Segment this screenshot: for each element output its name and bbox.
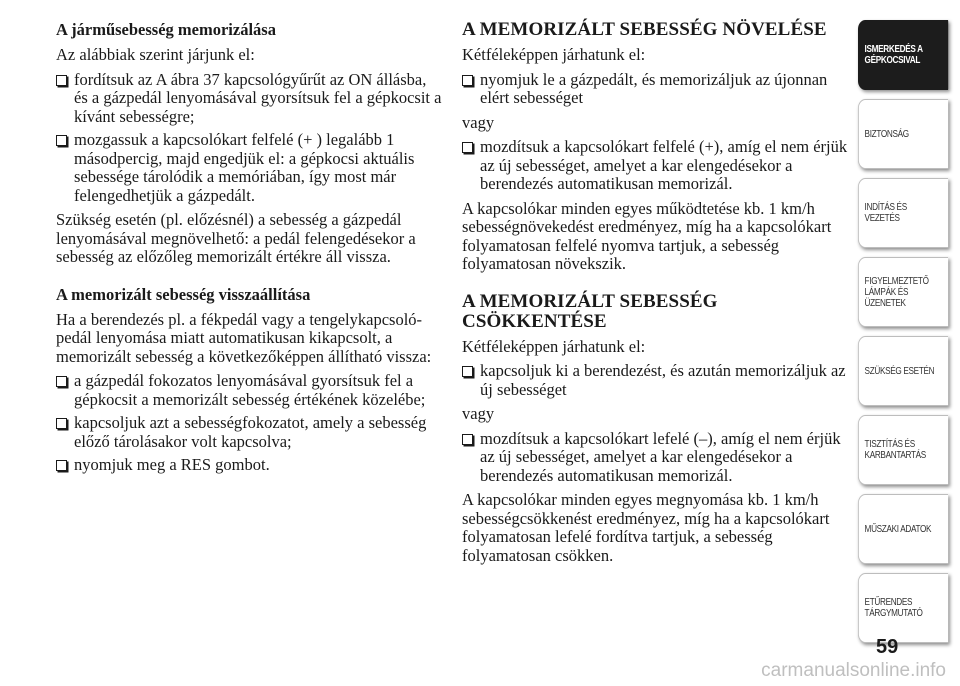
checkbox-bullet-icon [462, 434, 473, 445]
checkbox-bullet-icon [56, 75, 67, 86]
checkbox-bullet-icon [56, 418, 67, 429]
section-title-decrease: A MEMORIZÁLT SEBESSÉG CSÖKKENTÉSE [462, 290, 718, 332]
list-item: nyomjuk meg a RES gombot. [56, 456, 442, 475]
paragraph: Szükség esetén (pl. előzésnél) a sebesség a gázpedál lenyomásával megnövelhető: a pedál felengedésekor a sebesség az előzőleg memorizált értékre áll vissza. [56, 210, 416, 266]
bullet-list [462, 430, 848, 486]
list-item: nyomjuk le a gázpedált, és memorizáljuk az újonnan elért sebességet [462, 71, 848, 108]
paragraph-or: vagy [462, 112, 495, 132]
list-item: mozdítsuk a kapcsolókart felfelé (+), amíg el nem érjük az új sebességet, amelyet a kar elengedésekor a berendezés automatikusan memorizál. [462, 138, 848, 194]
paragraph: Ha a berendezés pl. a fékpedál vagy a tengelykapcsoló-pedál lenyomása miatt automatikusan kikapcsolt, a memorizált sebesség a következőképpen állítható vissza: [56, 309, 432, 366]
tab-technical-data[interactable]: MŰSZAKI ADATOK [858, 494, 948, 564]
tab-getting-to-know[interactable]: ISMERKEDÉS A GÉPKOCSIVAL [858, 20, 948, 90]
checkbox-bullet-icon [462, 142, 473, 153]
bullet-list [56, 71, 442, 206]
checkbox-bullet-icon [56, 460, 67, 471]
tab-starting-driving[interactable]: INDÍTÁS ÉS VEZETÉS [858, 178, 948, 248]
checkbox-bullet-icon [56, 376, 67, 387]
list-item: mozgassuk a kapcsolókart felfelé (+ ) legalább 1 másodpercig, majd engedjük el: a gépkocsi aktuális sebessége tárolódik a memóriában, így most már felengedhetjük a gázpedált. [56, 131, 442, 205]
paragraph-or: vagy [462, 404, 495, 423]
list-item: mozdítsuk a kapcsolókart lefelé (–), amíg el nem érjük az új sebességet, amelyet a kar elengedésekor a berendezés automatikusan memorizál. [462, 430, 848, 486]
checkbox-bullet-icon [56, 135, 67, 146]
list-item: kapcsoljuk azt a sebességfokozatot, amely a sebesség előző tárolásakor volt kapcsolva; [56, 414, 442, 451]
section-title-restore: A memorizált sebesség visszaállítása [56, 284, 311, 304]
section-title-memorize: A járműsebesség memorizálása [56, 20, 276, 39]
paragraph: A kapcsolókar minden egyes megnyomása kb. 1 km/h sebességcsökkenést eredményez, míg ha a kapcsolókart folyamatosan lefelé fordítva tartjuk, a sebesség folyamatosan csökken. [462, 490, 830, 565]
page-number: 59 [876, 636, 899, 658]
checkbox-bullet-icon [462, 75, 473, 86]
right-column [462, 20, 848, 571]
bullet-list [462, 362, 848, 399]
watermark: carmanualsonline.info [761, 660, 946, 681]
left-column [56, 20, 442, 481]
checkbox-bullet-icon [462, 366, 473, 377]
tab-safety[interactable]: BIZTONSÁG [858, 99, 948, 169]
bullet-list [56, 372, 442, 475]
tab-index[interactable]: ETŰRENDES TÁRGYMUTATÓ [858, 573, 948, 643]
bullet-list [462, 138, 848, 194]
paragraph: Kétféleképpen járhatunk el: [462, 336, 646, 356]
paragraph: A kapcsolókar minden egyes működtetése kb. 1 km/h sebességnövekedést eredményez, míg ha a kapcsolókart folyamatosan felfelé nyomva tartjuk, a sebesség folyamatosan növekszik. [462, 198, 832, 273]
paragraph: Az alábbiak szerint járjunk el: [56, 45, 255, 64]
list-item: kapcsoljuk ki a berendezést, és azután memorizáljuk az új sebességet [462, 362, 848, 399]
tab-warning-lights[interactable]: FIGYELMEZTETŐ LÁMPÁK ÉS ÜZENETEK [858, 257, 948, 327]
tab-maintenance[interactable]: TISZTÍTÁS ÉS KARBANTARTÁS [858, 415, 948, 485]
section-title-increase: A MEMORIZÁLT SEBESSÉG NÖVELÉSE [462, 19, 827, 40]
tab-emergency[interactable]: SZÜKSÉG ESETÉN [858, 336, 948, 406]
list-item: fordítsuk az A ábra 37 kapcsológyűrűt az ON állásba, és a gázpedál lenyomásával gyorsítsuk fel a gépkocsit a kívánt sebességre; [56, 71, 442, 127]
bullet-list [462, 71, 848, 108]
paragraph: Kétféleképpen járhatunk el: [462, 45, 646, 64]
chapter-tabs [858, 20, 948, 652]
list-item: a gázpedál fokozatos lenyomásával gyorsítsuk fel a gépkocsit a memorizált sebesség értékének közelébe; [56, 372, 442, 409]
